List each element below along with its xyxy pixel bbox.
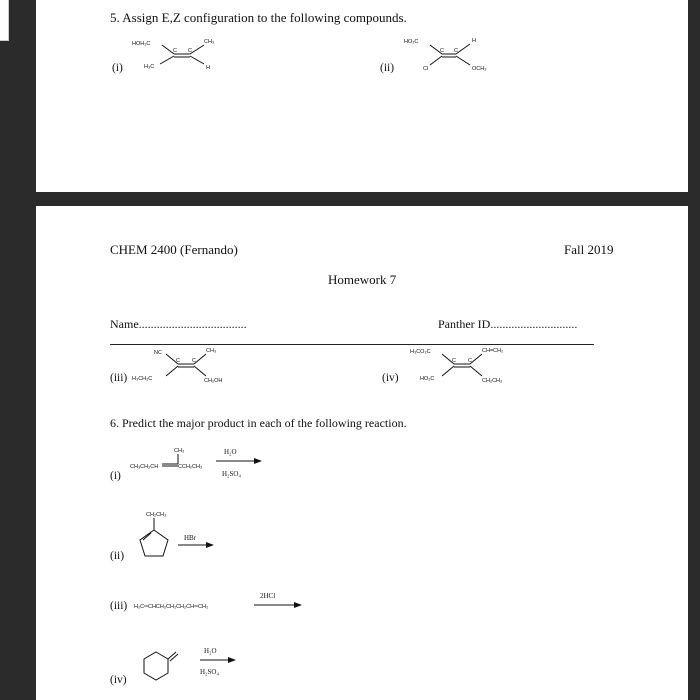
svg-text:C: C (452, 358, 456, 364)
svg-text:C: C (173, 48, 177, 54)
c1-bottom-left-group: H₃C (144, 64, 155, 70)
c1-top-left-group: HOH₂C (132, 41, 151, 47)
question-6-heading: 6. Predict the major product in each of the following reaction. (110, 416, 407, 430)
c2-bottom-right-group: OCH₃ (472, 66, 487, 72)
svg-text:C: C (176, 358, 180, 364)
r3-substrate-formula: H₂C═CHCH₂CH₂CH₂CH═CH₂ (134, 604, 209, 610)
r2-substituent-top: CH₂CH₃ (146, 512, 167, 518)
c4-bottom-right-group: CH₂CH₃ (482, 378, 503, 384)
term-header: Fall 2019 (564, 242, 614, 257)
reaction-ii-scheme (124, 508, 264, 568)
svg-text:C: C (468, 358, 472, 364)
svg-text:C: C (188, 48, 192, 54)
svg-text:C: C (440, 48, 444, 54)
left-window-edge (0, 0, 9, 41)
c1-bottom-right-group: H (206, 65, 210, 71)
c2-top-right-group: H (472, 38, 476, 44)
c3-bottom-right-group: CH₂OH (204, 378, 223, 384)
reaction-iv-label: (iv) (110, 674, 127, 686)
c3-top-left-group: NC (154, 350, 162, 356)
r1-reagent-above: H₂O (224, 448, 237, 456)
r1-left-chain: CH₃CH₂CH (130, 464, 159, 470)
reaction-i-label: (i) (110, 470, 121, 482)
question-5-heading: 5. Assign E,Z configuration to the following compounds. (110, 10, 407, 25)
r1-reagent-below: H₂SO₄ (222, 470, 241, 478)
compound-iii-structure (128, 342, 268, 392)
reaction-ii-label: (ii) (110, 550, 125, 562)
c4-bottom-left-group: HO₂C (420, 376, 435, 382)
r4-reagent-above: H₂O (204, 647, 217, 655)
c3-top-right-group: CH₃ (206, 348, 217, 354)
document-page-2 (36, 206, 688, 700)
r2-reagent-above: HBr (184, 534, 197, 542)
compound-i-label: (i) (112, 62, 123, 74)
reaction-i-scheme (126, 444, 326, 484)
compound-iv-label: (iv) (382, 372, 399, 384)
reaction-iv-scheme (132, 638, 272, 688)
homework-title: Homework 7 (328, 272, 397, 287)
compound-ii-structure (400, 36, 510, 86)
compound-iv-structure (398, 342, 538, 392)
document-page-1 (36, 0, 688, 192)
c2-bottom-left-group: Cl (423, 66, 429, 72)
panther-id-field: Panther ID............................. (438, 317, 578, 331)
compound-iii-label: (iii) (110, 372, 128, 384)
svg-text:C: C (192, 358, 196, 364)
reaction-iii-label: (iii) (110, 600, 128, 612)
compound-i-structure (130, 36, 240, 86)
r1-right-chain: CCH₂CH₃ (178, 464, 203, 470)
c2-top-left-group: HO₂C (404, 39, 419, 45)
c4-top-right-group: CH=CH₂ (482, 348, 504, 354)
c3-bottom-left-group: H₃CH₂C (132, 376, 153, 382)
course-header: CHEM 2400 (Fernando) (110, 242, 238, 257)
name-field: Name.................................... (110, 317, 247, 331)
svg-text:C: C (454, 48, 458, 54)
c4-top-left-group: H₃CO₂C (410, 349, 431, 355)
r3-reagent-above: 2HCl (260, 592, 276, 600)
reaction-iii-scheme (132, 588, 332, 618)
r1-substituent-top: CH₃ (174, 448, 185, 454)
compound-ii-label: (ii) (380, 62, 395, 74)
r4-reagent-below: H₂SO₄ (200, 668, 219, 676)
c1-top-right-group: CH₃ (204, 39, 215, 45)
